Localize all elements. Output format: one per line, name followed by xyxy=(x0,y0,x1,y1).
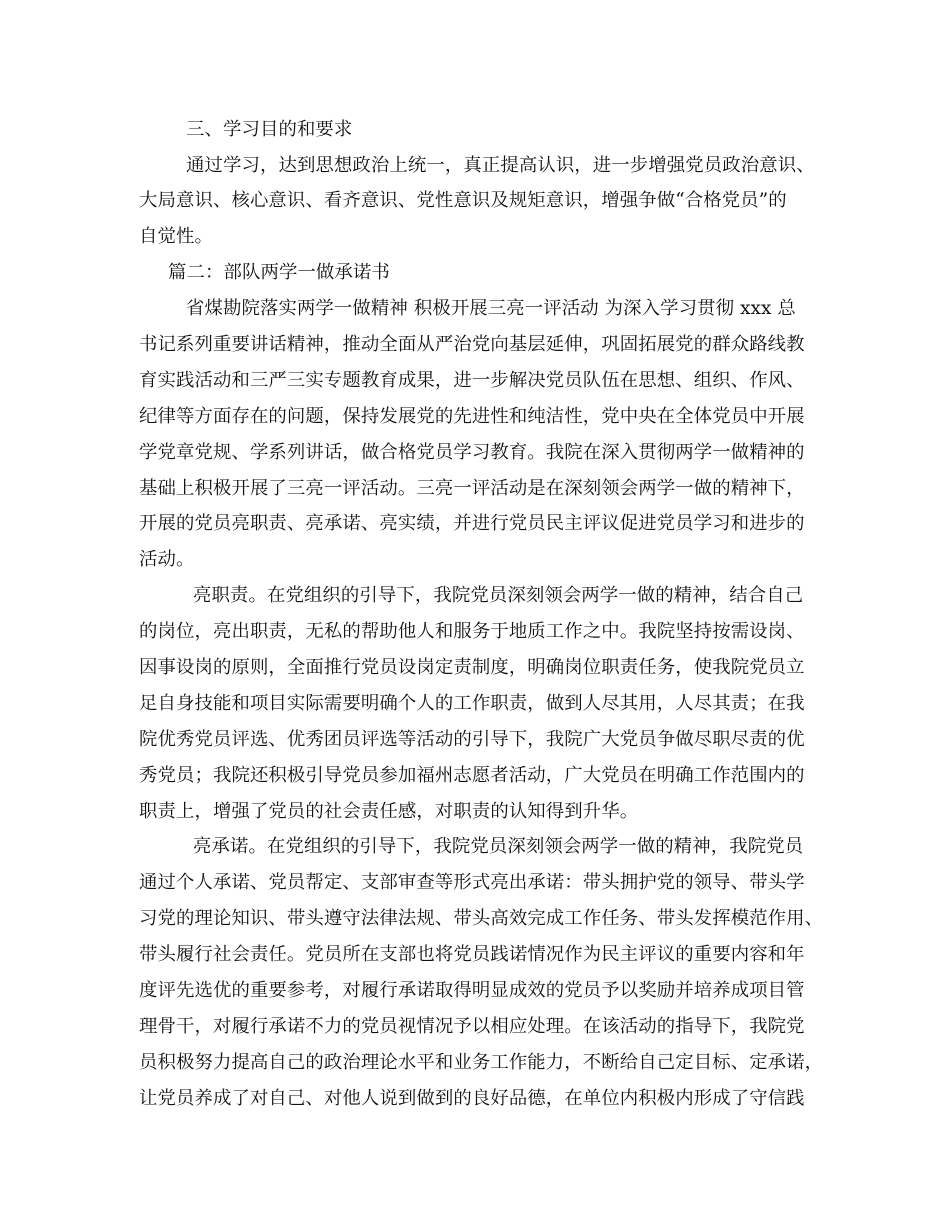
paragraph-line: 足自身技能和项目实际需要明确个人的工作职责，做到人尽其用，人尽其责；在我 xyxy=(139,693,805,714)
paragraph-line: 学党章党规、学系列讲话，做合格党员学习教育。我院在深入贯彻两学一做精神的 xyxy=(139,442,805,463)
paragraph-line: 亮承诺。在党组织的引导下，我院党员深刻领会两学一做的精神，我院党员 xyxy=(193,836,804,857)
paragraph-line: 带头履行社会责任。党员所在支部也将党员践诺情况作为民主评议的重要内容和年 xyxy=(139,944,805,965)
paragraph-line: 亮职责。在党组织的引导下，我院党员深刻领会两学一做的精神，结合自己 xyxy=(193,585,804,606)
section-heading: 三、学习目的和要求 xyxy=(186,119,353,140)
paragraph-line: 度评先选优的重要参考，对履行承诺取得明显成效的党员予以奖励并培养成项目管 xyxy=(139,980,805,1001)
paragraph-line: 基础上积极开展了三亮一评活动。三亮一评活动是在深刻领会两学一做的精神下， xyxy=(139,478,805,499)
paragraph-line: 育实践活动和三严三实专题教育成果，进一步解决党员队伍在思想、组织、作风、 xyxy=(139,370,805,391)
paragraph-line: 通过学习，达到思想政治上统一，真正提高认识，进一步增强党员政治意识、 xyxy=(186,155,815,176)
paragraph-line: 员积极努力提高自己的政治理论水平和业务工作能力，不断给自己定目标、定承诺， xyxy=(139,1052,824,1073)
paragraph-line: 职责上，增强了党员的社会责任感，对职责的认知得到升华。 xyxy=(139,801,639,822)
paragraph-line: 书记系列重要讲话精神，推动全面从严治党向基层延伸，巩固拓展党的群众路线教 xyxy=(139,334,805,355)
paragraph-line: 通过个人承诺、党员帮定、支部审查等形式亮出承诺：带头拥护党的领导、带头学 xyxy=(139,872,805,893)
paragraph-line: 因事设岗的原则，全面推行党员设岗定责制度，明确岗位职责任务，使我院党员立 xyxy=(139,657,805,678)
paragraph-line: 省煤勘院落实两学一做精神 积极开展三亮一评活动 为深入学习贯彻 xxx 总 xyxy=(186,298,796,319)
paragraph-line: 习党的理论知识、带头遵守法律法规、带头高效完成工作任务、带头发挥模范作用、 xyxy=(139,908,824,929)
paragraph-line: 理骨干，对履行承诺不力的党员视情况予以相应处理。在该活动的指导下，我院党 xyxy=(139,1016,805,1037)
paragraph-line: 院优秀党员评选、优秀团员评选等活动的引导下，我院广大党员争做尽职尽责的优 xyxy=(139,729,805,750)
paragraph-line: 大局意识、核心意识、看齐意识、党性意识及规矩意识，增强争做“合格党员”的 xyxy=(139,190,787,211)
paragraph-line: 活动。 xyxy=(139,549,195,570)
paragraph-line: 自觉性。 xyxy=(139,226,213,247)
paragraph-line: 的岗位，亮出职责，无私的帮助他人和服务于地质工作之中。我院坚持按需设岗、 xyxy=(139,621,805,642)
paragraph-line: 开展的党员亮职责、亮承诺、亮实绩，并进行党员民主评议促进党员学习和进步的 xyxy=(139,513,805,534)
paragraph-line: 让党员养成了对自己、对他人说到做到的良好品德，在单位内积极内形成了守信践 xyxy=(139,1088,805,1109)
paragraph-line: 秀党员；我院还积极引导党员参加福州志愿者活动，广大党员在明确工作范围内的 xyxy=(139,765,805,786)
paragraph-line: 纪律等方面存在的问题，保持发展党的先进性和纯洁性，党中央在全体党员中开展 xyxy=(139,406,805,427)
chapter-heading: 篇二：部队两学一做承诺书 xyxy=(168,262,390,283)
